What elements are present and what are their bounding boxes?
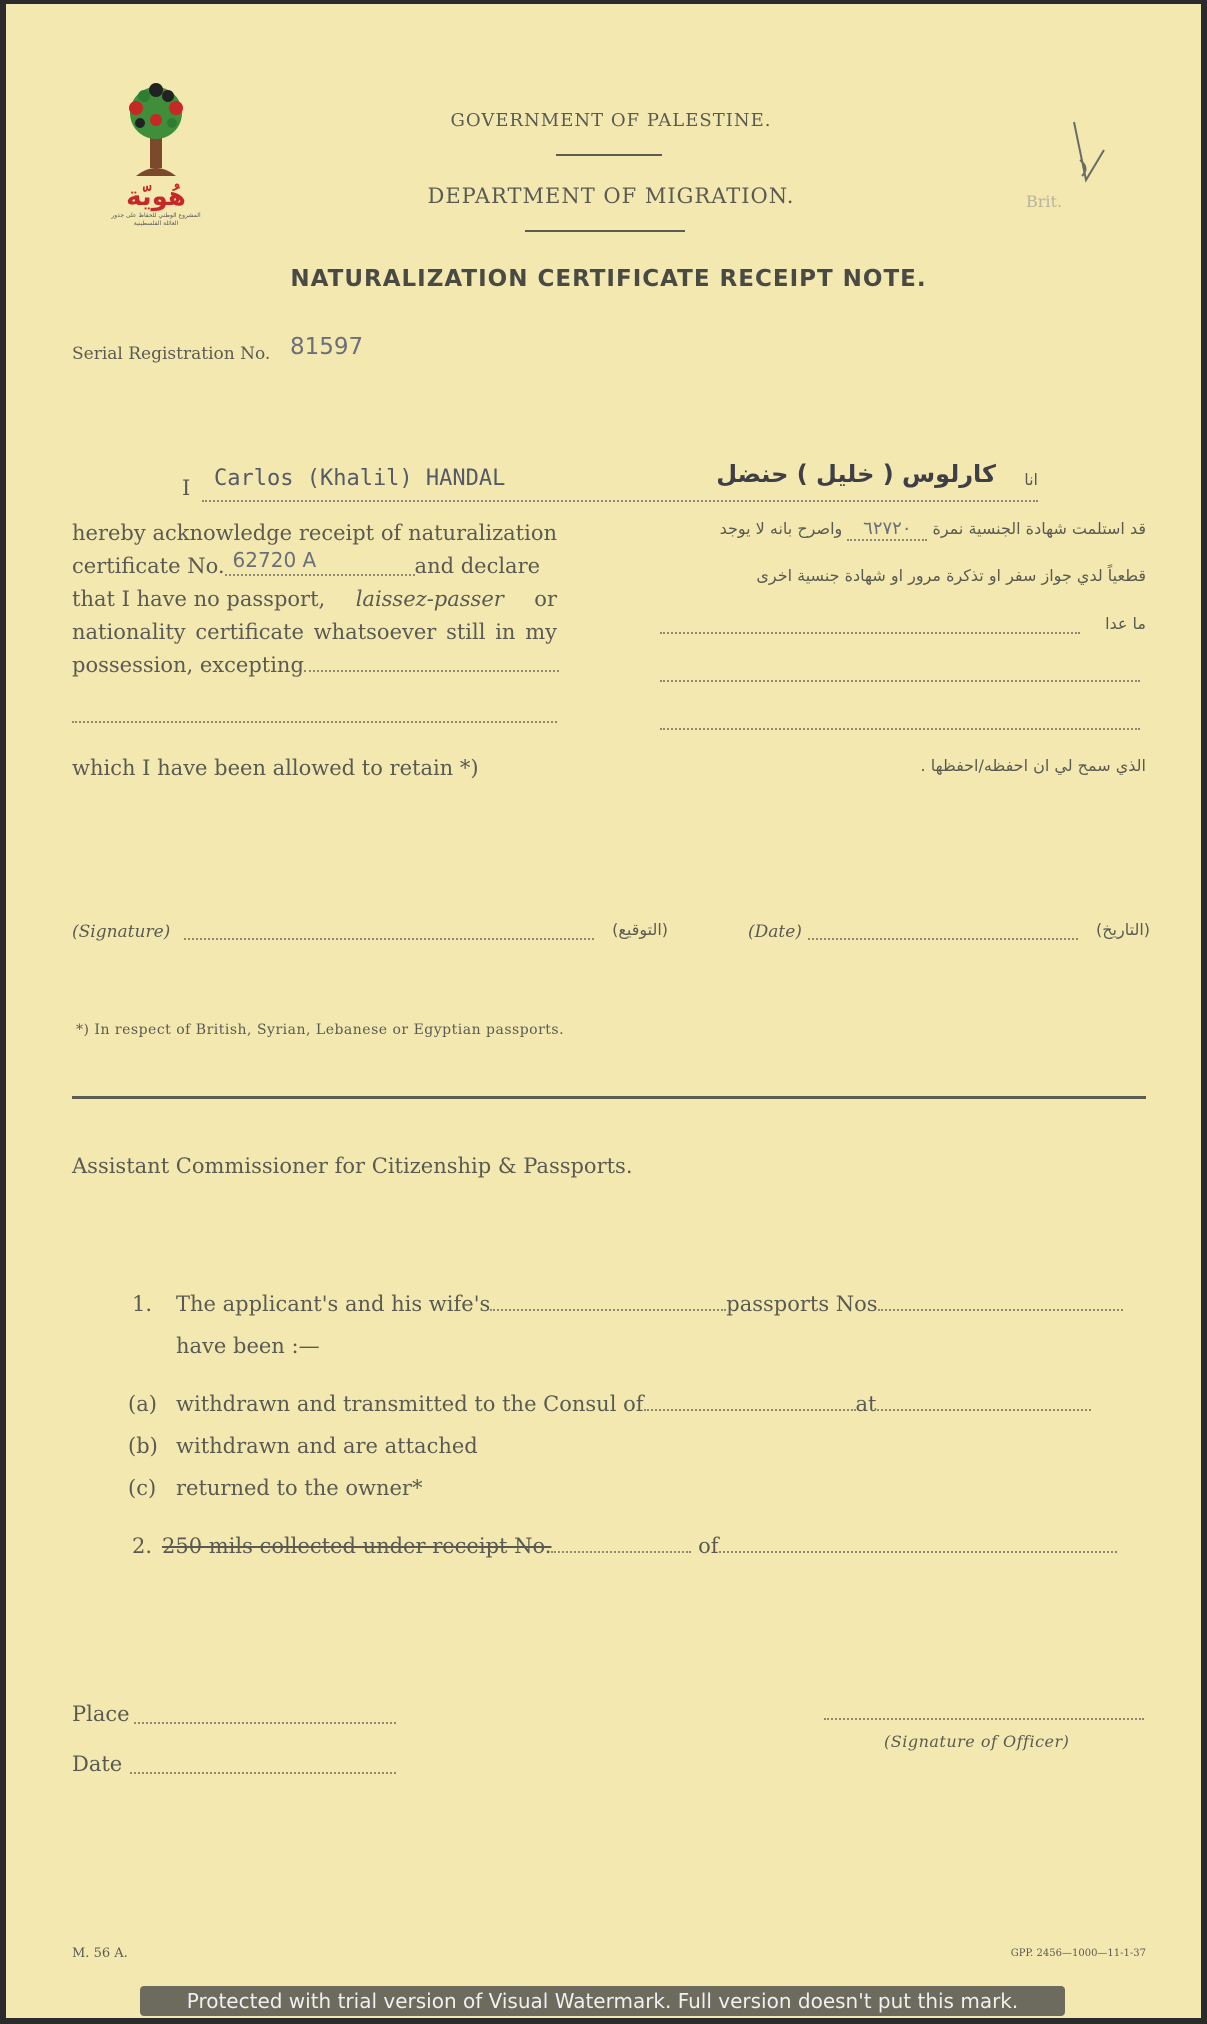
declaration-arabic-line-2: قطعياً لدي جواز سفر او تذكرة مرور او شهادة جنسية اخرى <box>756 566 1146 585</box>
stamp-text: Brit. <box>1026 192 1063 211</box>
at-field <box>877 1389 1091 1411</box>
no-passport-text: that I have no passport, <box>72 587 326 611</box>
name-line <box>202 500 1038 502</box>
passport-footnote: *) In respect of British, Syrian, Lebanese or Egyptian passports. <box>76 1022 565 1038</box>
document-page <box>6 4 1201 2018</box>
place-label: Place <box>72 1702 130 1726</box>
officer-signature-line <box>824 1718 1144 1720</box>
arabic-certificate-number: ٦٢٧٢٠ <box>863 518 912 539</box>
of-field <box>719 1531 1117 1553</box>
item-2-line <box>162 1530 1146 1563</box>
applicant-name-english: Carlos (Khalil) HANDAL <box>214 466 506 491</box>
signature-label-arabic: (التوقيع) <box>612 920 668 939</box>
passports-nos-text: passports Nos <box>726 1292 878 1316</box>
declaration-english <box>72 517 557 682</box>
option-c-label: (c) <box>128 1476 157 1500</box>
declaration-line-2 <box>72 550 557 583</box>
declaration-line-5 <box>72 649 557 682</box>
department-heading: DEPARTMENT OF MIGRATION. <box>427 184 795 208</box>
excepting-field <box>304 650 559 672</box>
certificate-number-field <box>225 550 415 576</box>
stamp-mark <box>1016 120 1116 220</box>
arabic-excepting-line-3 <box>660 728 1140 730</box>
option-a-at: at <box>855 1392 877 1416</box>
section-divider <box>72 1096 1146 1099</box>
certificate-prefix: certificate No. <box>72 554 225 578</box>
print-code: GPP. 2456—1000—11-1-37 <box>1010 1948 1146 1959</box>
passports-nos-field <box>878 1289 1123 1311</box>
option-a-label: (a) <box>128 1392 157 1416</box>
declaration-line-1: hereby acknowledge receipt of naturalization <box>72 521 557 545</box>
place-line <box>134 1722 396 1724</box>
commissioner-heading: Assistant Commissioner for Citizenship & Passports. <box>72 1154 633 1178</box>
header-rule-2 <box>525 230 685 232</box>
have-been-text: have been :— <box>176 1334 320 1358</box>
hawiya-logo <box>106 68 206 243</box>
watermark-banner <box>140 1986 1065 2016</box>
laissez-passer-text: laissez-passer <box>355 587 504 611</box>
declaration-arabic-line-1: قد استلمت شهادة الجنسية نمرة ٦٢٧٢٠ واصرح بانه لا يوجد <box>719 518 1146 539</box>
date-label-arabic: (التاريخ) <box>1095 920 1150 939</box>
header-rule-1 <box>556 154 662 156</box>
footer-date-line <box>130 1772 396 1774</box>
government-heading: GOVERNMENT OF PALESTINE. <box>450 110 772 131</box>
date-label: (Date) <box>748 922 802 942</box>
declaration-line-3 <box>72 583 557 616</box>
retain-text: which I have been allowed to retain *) <box>72 756 479 780</box>
signature-label: (Signature) <box>72 922 171 942</box>
logo-tagline: المشروع الوطني للحفاظ على جذور العائلة الفلسطينية <box>111 212 201 227</box>
certificate-number: 62720 A <box>232 548 317 572</box>
excepting-continuation-line <box>72 721 557 723</box>
item-1-line <box>176 1288 1146 1321</box>
consul-field <box>644 1389 856 1411</box>
arabic-certificate-number-field <box>847 518 927 541</box>
footer-date-label: Date <box>72 1752 123 1776</box>
certificate-suffix: and declare <box>414 554 541 578</box>
applicant-wife-text: The applicant's and his wife's <box>176 1292 491 1316</box>
tree-icon <box>106 68 206 178</box>
option-c-text: returned to the owner* <box>176 1476 423 1500</box>
signature-line <box>184 938 594 940</box>
ana-label: انا <box>1024 470 1038 489</box>
option-a-text: withdrawn and transmitted to the Consul of <box>176 1392 644 1416</box>
receipt-field <box>551 1531 691 1553</box>
declaration-arabic-line-3: ما عدا <box>1105 614 1146 633</box>
form-number: M. 56 A. <box>72 1946 128 1961</box>
item-1-number: 1. <box>132 1292 153 1316</box>
i-label: I <box>182 476 191 500</box>
watermark-text: Protected with trial version of Visual Watermark. Full version doesn't put this mark. <box>186 1989 1019 2013</box>
date-line <box>808 938 1078 940</box>
option-b-text: withdrawn and are attached <box>176 1434 478 1458</box>
serial-label: Serial Registration No. <box>72 344 271 364</box>
option-a-line <box>176 1388 1146 1421</box>
or-text: or <box>534 587 557 611</box>
possession-text: possession, excepting <box>72 653 304 677</box>
arabic-excepting-line-2 <box>660 680 1140 682</box>
declaration-line-4: nationality certificate whatsoever still in my <box>72 620 557 644</box>
retain-text-arabic: الذي سمح لي ان احفظه/احفظها . <box>920 756 1146 775</box>
wife-field <box>490 1289 726 1311</box>
serial-number: 81597 <box>290 334 364 360</box>
item-2-number: 2. <box>132 1534 153 1558</box>
logo-brand-text: هُويّة <box>126 182 186 212</box>
item-2-of: of <box>698 1534 719 1558</box>
fee-text-struck: 250 mils collected under receipt No. <box>162 1534 552 1558</box>
document-title: NATURALIZATION CERTIFICATE RECEIPT NOTE. <box>290 266 927 292</box>
officer-signature-label: (Signature of Officer) <box>884 1732 1070 1751</box>
arabic-excepting-line-1 <box>660 632 1080 634</box>
applicant-name-arabic: كارلوس ( خليل ) حنضل <box>716 460 996 488</box>
option-b-label: (b) <box>128 1434 158 1458</box>
